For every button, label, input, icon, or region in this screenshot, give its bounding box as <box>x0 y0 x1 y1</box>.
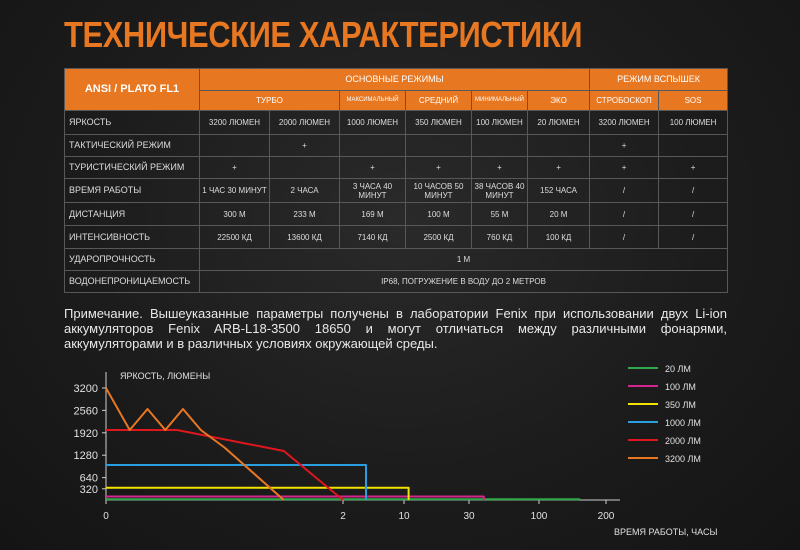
table-cell: 100 КД <box>528 226 590 249</box>
table-cell: 2000 ЛЮМЕН <box>270 111 340 135</box>
y-tick-label: 2560 <box>73 405 98 418</box>
x-tick-label: 0 <box>103 511 109 522</box>
page-title: ТЕХНИЧЕСКИЕ ХАРАКТЕРИСТИКИ <box>64 14 583 55</box>
table-cell: 1 М <box>200 249 728 271</box>
table-cell: 300 М <box>200 203 270 226</box>
table-cell: + <box>590 135 659 157</box>
y-tick-label: 640 <box>79 472 98 485</box>
table-cell: / <box>590 203 659 226</box>
legend-label: 1000 ЛМ <box>665 418 701 428</box>
mode-header-min: МИНИМАЛЬНЫЙ <box>472 91 528 111</box>
y-tick-label: 1280 <box>73 450 98 463</box>
x-axis-label: ВРЕМЯ РАБОТЫ, ЧАСЫ <box>614 527 718 537</box>
table-cell: 350 ЛЮМЕН <box>406 111 472 135</box>
series-line-1000-ЛМ <box>106 465 366 500</box>
note-text: Примечание. Вышеуказанные параметры получены в лаборатории Fenix при использовании двух Li-ion аккумуляторов Fenix ARB-L18-3500 18650 и могут отличаться между различными фонарями, аккумуляторами и в различных условиях окружающей среды. <box>64 306 727 351</box>
table-cell: 10 ЧАСОВ 50 МИНУТ <box>406 179 472 203</box>
x-tick-label: 10 <box>398 511 410 522</box>
row-label: ВРЕМЯ РАБОТЫ <box>65 179 200 203</box>
series-line-3200-ЛМ <box>106 388 284 500</box>
mode-header-eco: ЭКО <box>528 91 590 111</box>
series-line-350-ЛМ <box>106 488 409 500</box>
table-cell: + <box>200 157 270 179</box>
table-cell: 169 М <box>340 203 406 226</box>
x-tick-label: 100 <box>530 511 548 522</box>
table-cell: 2 ЧАСА <box>270 179 340 203</box>
table-cell: / <box>659 179 728 203</box>
row-label: ИНТЕНСИВНОСТЬ <box>65 226 200 249</box>
mode-header-turbo: ТУРБО <box>200 91 340 111</box>
legend-label: 350 ЛМ <box>665 400 696 410</box>
y-tick-label: 3200 <box>73 383 98 395</box>
table-cell: 100 М <box>406 203 472 226</box>
table-cell: 1000 ЛЮМЕН <box>340 111 406 135</box>
table-cell: 1 ЧАС 30 МИНУТ <box>200 179 270 203</box>
y-tick-label: 1920 <box>73 427 98 440</box>
group-flash-modes: РЕЖИМ ВСПЫШЕК <box>590 69 728 91</box>
legend-label: 3200 ЛМ <box>665 454 701 464</box>
table-cell: 22500 КД <box>200 226 270 249</box>
table-cell: + <box>590 157 659 179</box>
table-cell: 152 ЧАСА <box>528 179 590 203</box>
table-cell: 13600 КД <box>270 226 340 249</box>
table-cell: + <box>340 157 406 179</box>
table-cell: + <box>270 135 340 157</box>
table-cell: / <box>590 179 659 203</box>
table-cell: 3200 ЛЮМЕН <box>200 111 270 135</box>
mode-header-sos: SOS <box>659 91 728 111</box>
row-label: ВОДОНЕПРОНИЦАЕМОСТЬ <box>65 271 200 293</box>
x-tick-label: 2 <box>340 511 346 522</box>
table-cell: / <box>659 203 728 226</box>
table-cell: + <box>472 157 528 179</box>
row-label: ТУРИСТИЧЕСКИЙ РЕЖИМ <box>65 157 200 179</box>
table-cell: 7140 КД <box>340 226 406 249</box>
legend-label: 100 ЛМ <box>665 382 696 392</box>
table-cell: 55 М <box>472 203 528 226</box>
table-cell: / <box>659 226 728 249</box>
row-label: УДАРОПРОЧНОСТЬ <box>65 249 200 271</box>
table-cell: 20 М <box>528 203 590 226</box>
table-cell: 100 ЛЮМЕН <box>659 111 728 135</box>
x-tick-label: 200 <box>597 511 615 522</box>
table-cell: 38 ЧАСОВ 40 МИНУТ <box>472 179 528 203</box>
table-cell: + <box>659 157 728 179</box>
group-main-modes: ОСНОВНЫЕ РЕЖИМЫ <box>200 69 590 91</box>
table-cell: 20 ЛЮМЕН <box>528 111 590 135</box>
table-cell: / <box>590 226 659 249</box>
legend-label: 2000 ЛМ <box>665 436 701 446</box>
table-cell: + <box>406 157 472 179</box>
table-cell: 3 ЧАСА 40 МИНУТ <box>340 179 406 203</box>
table-cell: + <box>528 157 590 179</box>
row-label: ЯРКОСТЬ <box>65 111 200 135</box>
mode-header-max: МАКСИМАЛЬНЫЙ <box>340 91 406 111</box>
row-label: ТАКТИЧЕСКИЙ РЕЖИМ <box>65 135 200 157</box>
mode-header-mid: СРЕДНИЙ <box>406 91 472 111</box>
table-cell: 2500 КД <box>406 226 472 249</box>
table-cell: 100 ЛЮМЕН <box>472 111 528 135</box>
row-label: ДИСТАНЦИЯ <box>65 203 200 226</box>
table-cell: 760 КД <box>472 226 528 249</box>
table-brand: ANSI / PLATO FL1 <box>65 69 200 111</box>
table-cell: IP68, ПОГРУЖЕНИЕ В ВОДУ ДО 2 МЕТРОВ <box>200 271 728 293</box>
table-cell: 3200 ЛЮМЕН <box>590 111 659 135</box>
mode-header-strobe: СТРОБОСКОП <box>590 91 659 111</box>
y-tick-label: 320 <box>79 483 98 496</box>
x-tick-label: 30 <box>463 511 475 522</box>
table-cell: 233 М <box>270 203 340 226</box>
y-axis-label: ЯРКОСТЬ, ЛЮМЕНЫ <box>120 371 211 381</box>
legend-label: 20 ЛМ <box>665 364 691 374</box>
